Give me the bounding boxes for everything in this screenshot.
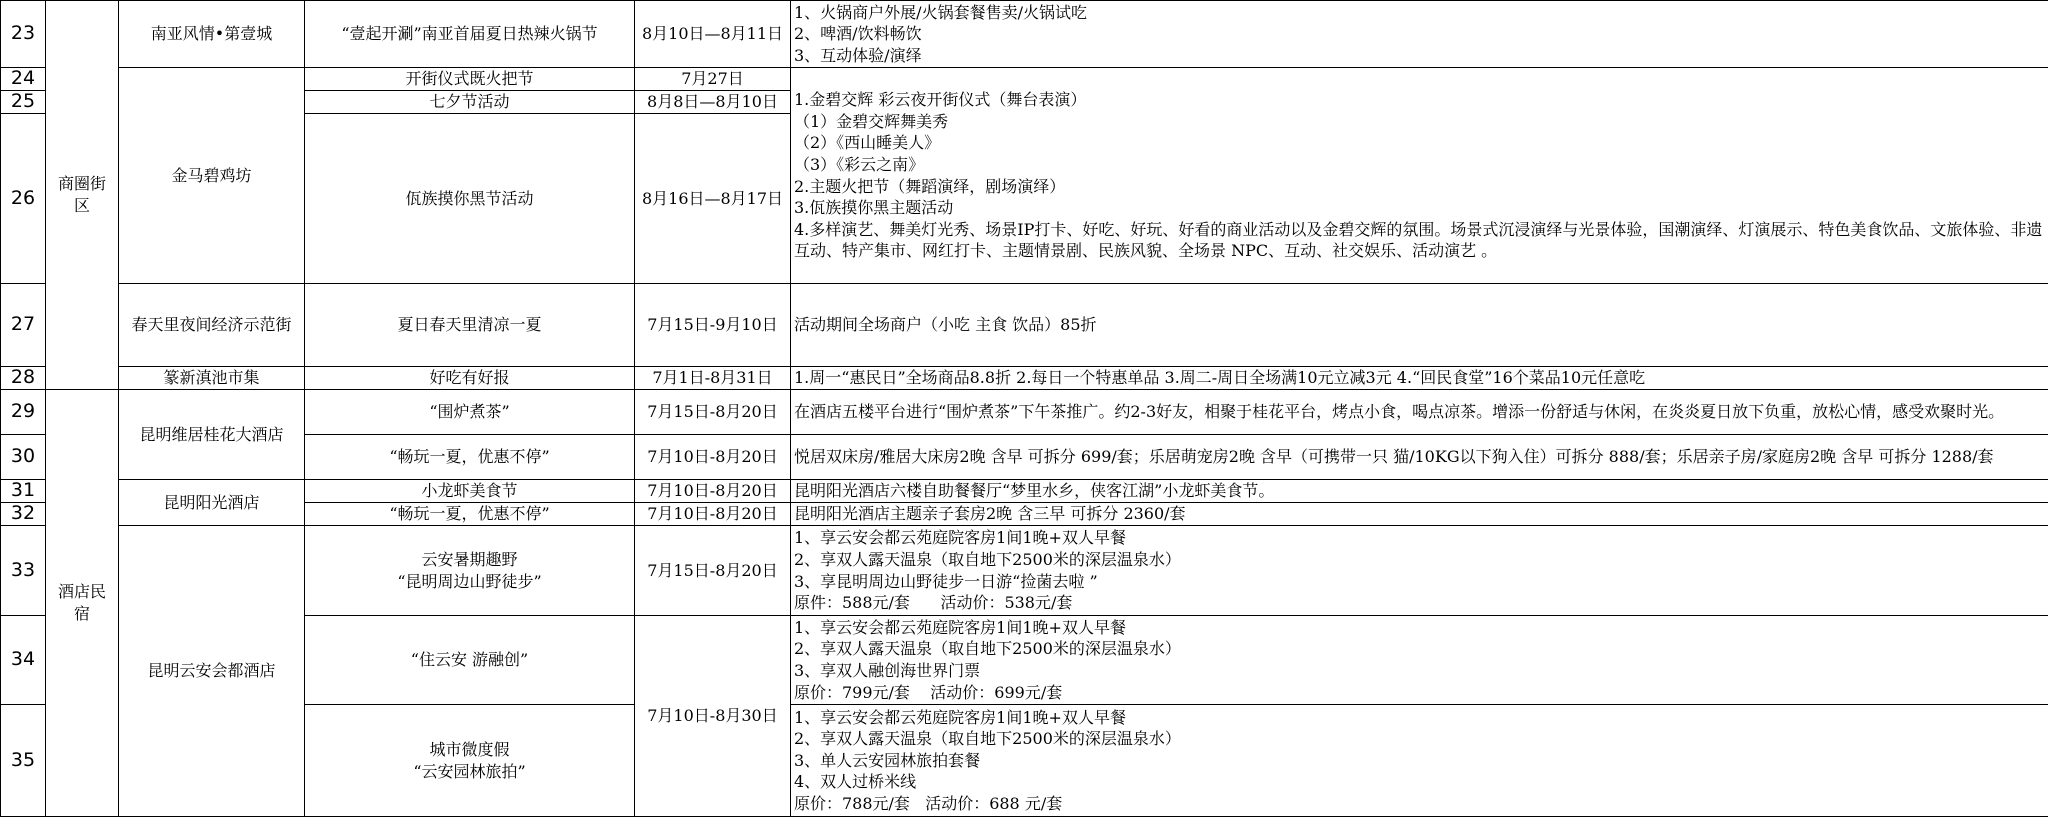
row-number: 31	[1, 480, 46, 503]
date-cell: 7月15日-8月20日	[635, 526, 791, 616]
row-number: 26	[1, 114, 46, 284]
event-cell: 小龙虾美食节	[305, 480, 635, 503]
content-cell: 1.周一“惠民日”全场商品8.8折 2.每日一个特惠单品 3.周二-周日全场满10元立减3元 4.“回民食堂”16个菜品10元任意吃	[791, 367, 2048, 390]
table-row	[1, 68, 2048, 91]
event-cell: 开街仪式既火把节	[305, 68, 635, 91]
event-cell: “壹起开涮”南亚首届夏日热辣火锅节	[305, 1, 635, 68]
venue-cell: 金马碧鸡坊	[119, 68, 305, 284]
date-cell: 7月10日-8月30日	[635, 616, 791, 817]
date-cell: 7月1日-8月31日	[635, 367, 791, 390]
date-cell: 8月8日—8月10日	[635, 91, 791, 114]
date-cell: 7月15日-8月20日	[635, 390, 791, 435]
event-cell: “住云安 游融创”	[305, 616, 635, 705]
row-number: 27	[1, 284, 46, 367]
date-cell: 7月10日-8月20日	[635, 480, 791, 503]
date-cell: 7月15日-9月10日	[635, 284, 791, 367]
event-cell: 城市微度假 “云安园林旅拍”	[305, 705, 635, 817]
table-row	[1, 503, 2048, 526]
content-cell: 昆明阳光酒店六楼自助餐餐厅“梦里水乡，侠客江湖”小龙虾美食节。	[791, 480, 2048, 503]
date-cell: 7月27日	[635, 68, 791, 91]
event-cell: 云安暑期趣野 “昆明周边山野徒步”	[305, 526, 635, 616]
row-number: 35	[1, 705, 46, 817]
row-number: 23	[1, 1, 46, 68]
table-row	[1, 390, 2048, 435]
table-row	[1, 435, 2048, 480]
row-number: 33	[1, 526, 46, 616]
event-cell: 七夕节活动	[305, 91, 635, 114]
row-number: 29	[1, 390, 46, 435]
date-cell: 8月16日—8月17日	[635, 114, 791, 284]
venue-cell: 昆明阳光酒店	[119, 480, 305, 526]
content-cell: 1、享云安会都云苑庭院客房1间1晚+双人早餐 2、享双人露天温泉（取自地下2500米的深层温泉水） 3、享昆明周边山野徒步一日游“捡菌去啦 ” 原件：588元/套 活动价：538元/套	[791, 526, 2048, 616]
row-number: 34	[1, 616, 46, 705]
content-cell: 1、享云安会都云苑庭院客房1间1晚+双人早餐 2、享双人露天温泉（取自地下2500米的深层温泉水） 3、单人云安园林旅拍套餐 4、双人过桥米线 原价：788元/套 活动价：688 元/套	[791, 705, 2048, 817]
table-row	[1, 526, 2048, 616]
venue-cell: 昆明云安会都酒店	[119, 526, 305, 817]
category-cell-shopping-street: 商圈街 区	[46, 1, 119, 390]
event-cell: “畅玩一夏，优惠不停”	[305, 435, 635, 480]
event-cell: “畅玩一夏，优惠不停”	[305, 503, 635, 526]
content-cell: 1.金碧交辉 彩云夜开街仪式（舞台表演） （1）金碧交辉舞美秀 （2）《西山睡美人》 （3）《彩云之南》 2.主题火把节（舞蹈演绎，剧场演绎） 3.佤族摸你黑主题活动 4.多样演艺、舞美灯光秀、场景IP打卡、好吃、好玩、好看的商业活动以及金碧交辉的氛围。场景式沉浸演绎与光景体验，国潮演绎、灯演展示、特色美食饮品、文旅体验、非遗互动、特产集市、网红打卡、主题情景剧、民族风貌、全场景 NPC、互动、社交娱乐、活动演艺 。	[791, 68, 2048, 284]
event-cell: “围炉煮茶”	[305, 390, 635, 435]
table-row	[1, 367, 2048, 390]
category-cell-hotel: 酒店民 宿	[46, 390, 119, 817]
date-cell: 7月10日-8月20日	[635, 503, 791, 526]
content-cell: 1、享云安会都云苑庭院客房1间1晚+双人早餐 2、享双人露天温泉（取自地下2500米的深层温泉水） 3、享双人融创海世界门票 原价：799元/套 活动价：699元/套	[791, 616, 2048, 705]
event-cell: 夏日春天里清凉一夏	[305, 284, 635, 367]
content-cell: 在酒店五楼平台进行“围炉煮茶”下午茶推广。约2-3好友，相聚于桂花平台，烤点小食，喝点凉茶。增添一份舒适与休闲，在炎炎夏日放下负重，放松心情，感受欢聚时光。	[791, 390, 2048, 435]
venue-cell: 篆新滇池市集	[119, 367, 305, 390]
table-row	[1, 705, 2048, 817]
row-number: 24	[1, 68, 46, 91]
row-number: 30	[1, 435, 46, 480]
content-cell: 昆明阳光酒店主题亲子套房2晚 含三早 可拆分 2360/套	[791, 503, 2048, 526]
content-cell: 悦居双床房/雅居大床房2晚 含早 可拆分 699/套；乐居萌宠房2晚 含早（可携带一只 猫/10KG以下狗入住）可拆分 888/套；乐居亲子房/家庭房2晚 含早 可拆分 1288/套	[791, 435, 2048, 480]
date-cell: 8月10日—8月11日	[635, 1, 791, 68]
row-number: 28	[1, 367, 46, 390]
content-cell: 1、火锅商户外展/火锅套餐售卖/火锅试吃 2、啤酒/饮料畅饮 3、互动体验/演绎	[791, 1, 2048, 68]
table-row	[1, 616, 2048, 705]
event-cell: 好吃有好报	[305, 367, 635, 390]
date-cell: 7月10日-8月20日	[635, 435, 791, 480]
venue-cell: 南亚风情•第壹城	[119, 1, 305, 68]
table-row	[1, 284, 2048, 367]
table-row	[1, 1, 2048, 68]
venue-cell: 春天里夜间经济示范街	[119, 284, 305, 367]
content-cell: 活动期间全场商户（小吃 主食 饮品）85折	[791, 284, 2048, 367]
row-number: 32	[1, 503, 46, 526]
event-cell: 佤族摸你黑节活动	[305, 114, 635, 284]
row-number: 25	[1, 91, 46, 114]
table-row	[1, 480, 2048, 503]
venue-cell: 昆明维居桂花大酒店	[119, 390, 305, 480]
